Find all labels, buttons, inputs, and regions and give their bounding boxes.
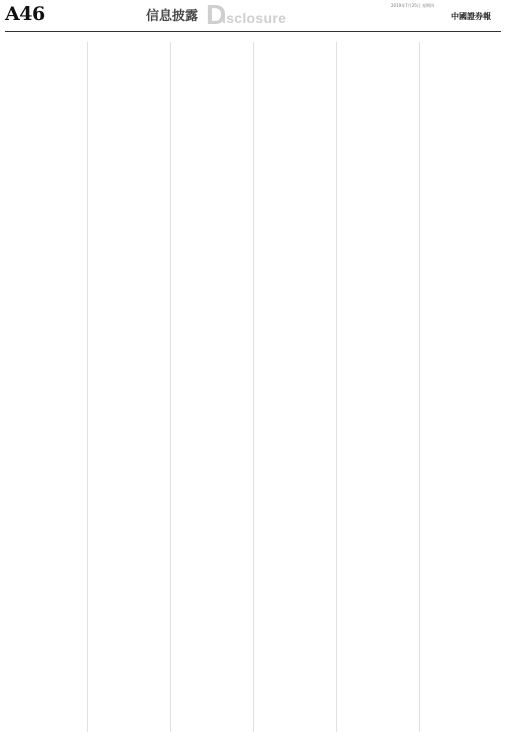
table-column [337,42,418,732]
table-column [171,42,252,732]
section-title-cn: 信息披露 [146,9,199,24]
table-column [5,42,86,732]
page-header [0,0,506,32]
table-column [254,42,335,732]
table-column [88,42,169,732]
page-number: A46 [5,3,45,25]
disclosure-body [5,34,501,734]
section-title-en: isclosure [222,10,287,26]
header-rule [5,31,501,32]
section-title-en-initial: D [206,0,227,30]
table-column [420,42,501,732]
newspaper-masthead: 中國證券報 [451,11,491,21]
issue-date: 2019年7月25日 星期四 [391,3,435,8]
